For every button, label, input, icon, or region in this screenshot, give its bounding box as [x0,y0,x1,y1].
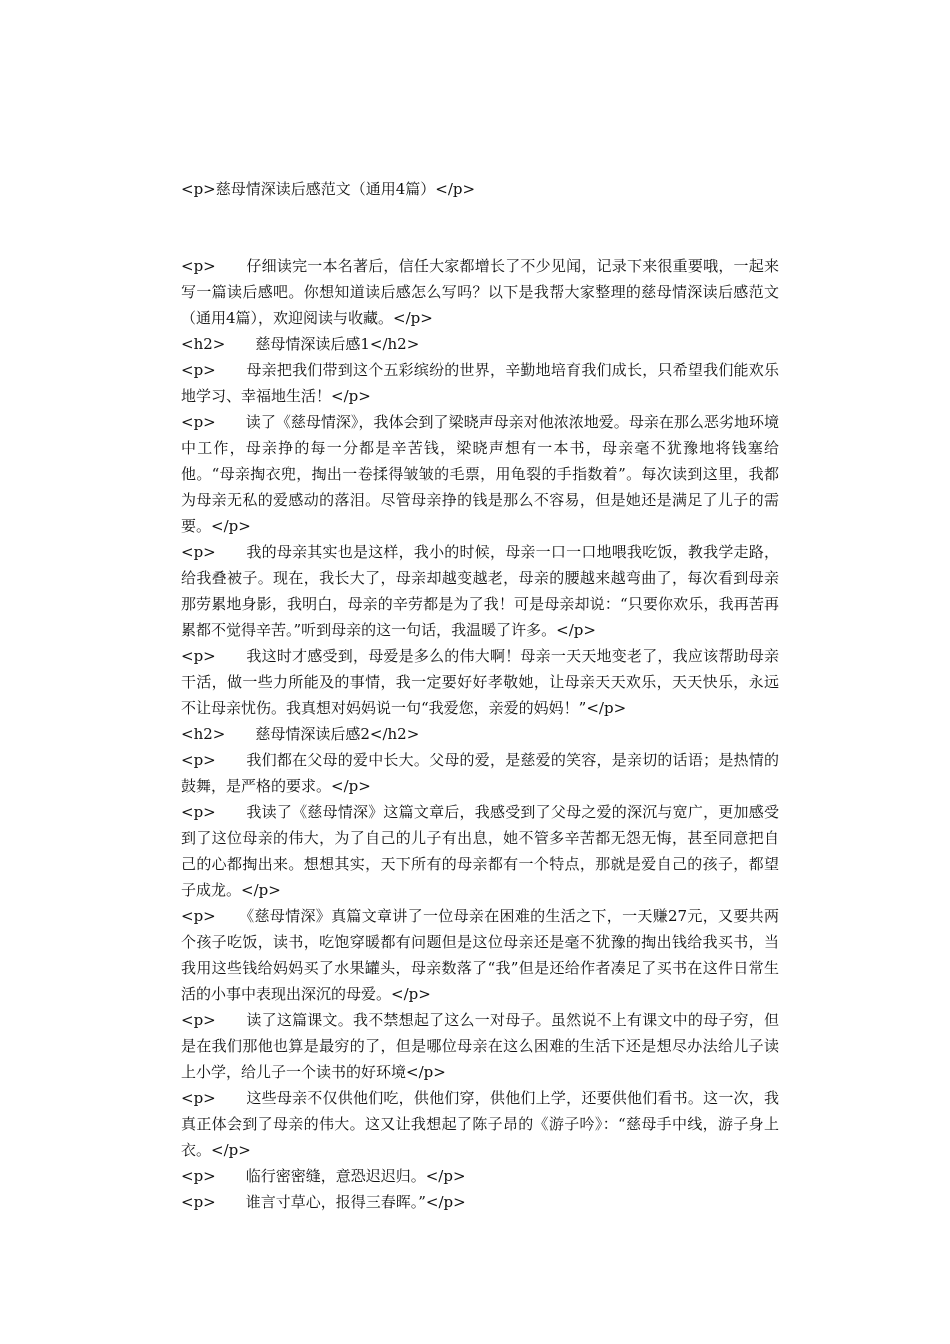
paragraph: <p> 临行密密缝，意恐迟迟归。</p> [181,1167,466,1185]
document-body [181,253,779,1215]
document-title: <p>慈母情深读后感范文（通用4篇）</p> [181,180,476,198]
paragraph: <p> 谁言寸草心，报得三春晖。”</p> [181,1193,466,1211]
heading-section-2: <h2> 慈母情深读后感2</h2> [181,725,420,743]
paragraph: <p> 读了这篇课文。我不禁想起了这么一对母子。虽然说不上有课文中的母子穷，但是在我们那他也算是最穷的了，但是哪位母亲在这么困难的生活下还是想尽办法给儿子读上小学，给儿子一个读书的好环境</p> [181,1011,779,1081]
paragraph-intro: <p> 仔细读完一本名著后，信任大家都增长了不少见闻，记录下来很重要哦，一起来写一篇读后感吧。你想知道读后感怎么写吗？以下是我帮大家整理的慈母情深读后感范文（通用4篇），欢迎阅读与收藏。</p> [181,257,779,327]
paragraph: <p> 我们都在父母的爱中长大。父母的爱，是慈爱的笑容，是亲切的话语；是热情的鼓舞，是严格的要求。</p> [181,751,779,795]
paragraph: <p> 《慈母情深》真篇文章讲了一位母亲在困难的生活之下，一天赚27元，又要共两个孩子吃饭，读书，吃饱穿暖都有问题但是这位母亲还是毫不犹豫的掏出钱给我买书，当我用这些钱给妈妈买了水果罐头，母亲数落了“我”但是还给作者凑足了买书在这件日常生活的小事中表现出深沉的母爱。</p> [181,907,779,1003]
paragraph: <p> 这些母亲不仅供他们吃，供他们穿，供他们上学，还要供他们看书。这一次，我真正体会到了母亲的伟大。这又让我想起了陈子昂的《游子吟》：“慈母手中线，游子身上衣。</p> [181,1089,779,1159]
paragraph: <p> 我的母亲其实也是这样，我小的时候，母亲一口一口地喂我吃饭，教我学走路，给我叠被子。现在，我长大了，母亲却越变越老，母亲的腰越来越弯曲了，每次看到母亲那劳累地身影，我明白，母亲的辛劳都是为了我！可是母亲却说：“只要你欢乐，我再苦再累都不觉得辛苦。”听到母亲的这一句话，我温暖了许多。</p> [181,543,779,639]
heading-section-1: <h2> 慈母情深读后感1</h2> [181,335,420,353]
paragraph: <p> 我这时才感受到，母爱是多么的伟大啊！母亲一天天地变老了，我应该帮助母亲干活，做一些力所能及的事情，我一定要好好孝敬她，让母亲天天欢乐，天天快乐，永远不让母亲忧伤。我真想对妈妈说一句“我爱您，亲爱的妈妈！”</p> [181,647,779,717]
paragraph: <p> 我读了《慈母情深》这篇文章后，我感受到了父母之爱的深沉与宽广，更加感受到了这位母亲的伟大，为了自己的儿子有出息，她不管多辛苦都无怨无悔，甚至同意把自己的心都掏出来。想想其实，天下所有的母亲都有一个特点，那就是爱自己的孩子，都望子成龙。</p> [181,803,779,899]
paragraph: <p> 母亲把我们带到这个五彩缤纷的世界，辛勤地培育我们成长，只希望我们能欢乐地学习、幸福地生活！</p> [181,361,779,405]
paragraph: <p> 读了《慈母情深》，我体会到了梁晓声母亲对他浓浓地爱。母亲在那么恶劣地环境中工作，母亲挣的每一分都是辛苦钱，梁晓声想有一本书，母亲毫不犹豫地将钱塞给他。“母亲掏衣兜，掏出一卷揉得皱皱的毛票，用龟裂的手指数着”。每次读到这里，我都为母亲无私的爱感动的落泪。尽管母亲挣的钱是那么不容易，但是她还是满足了儿子的需要。</p> [181,413,779,535]
